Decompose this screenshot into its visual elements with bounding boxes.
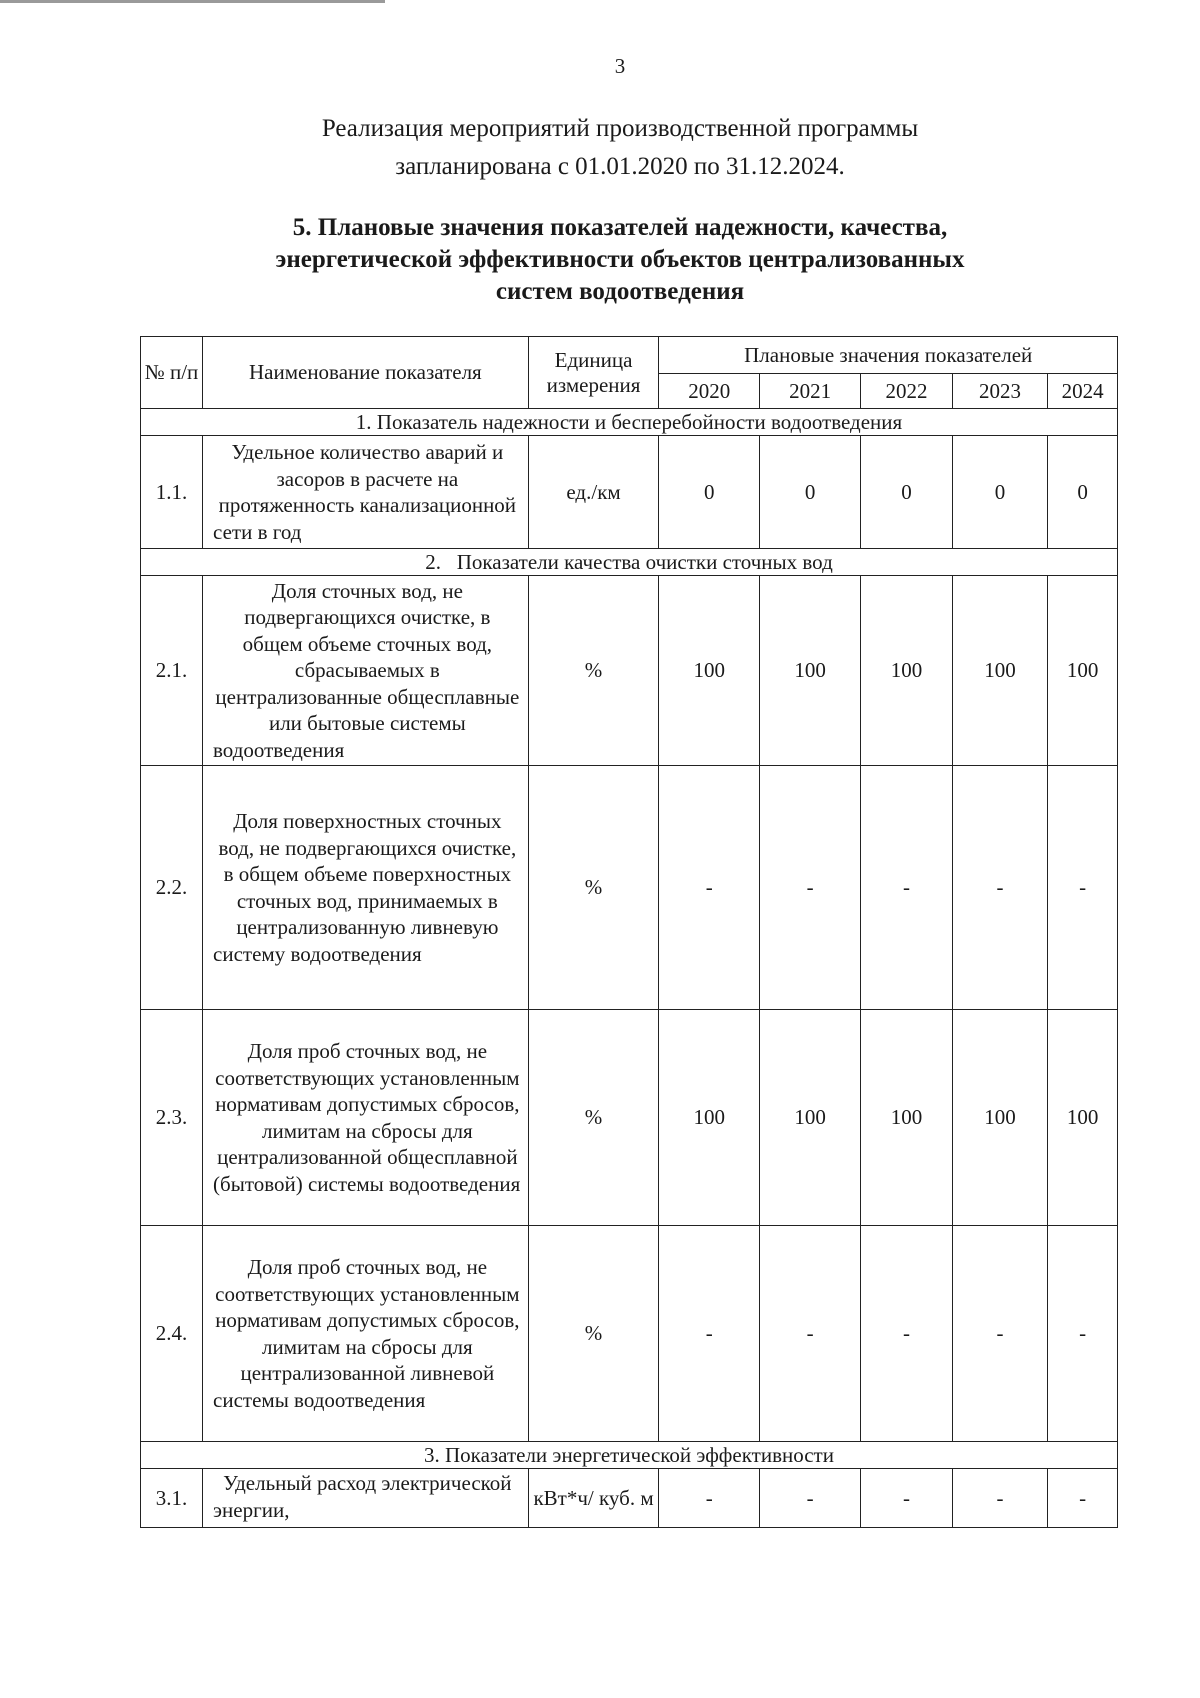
row-value: 100 [860, 1010, 952, 1226]
row-num: 2.1. [141, 576, 203, 766]
row-value: 100 [952, 1010, 1047, 1226]
row-value: 100 [952, 576, 1047, 766]
row-name [203, 1469, 529, 1528]
scan-edge-mark [0, 0, 385, 3]
row-value: - [1048, 1469, 1118, 1528]
table-row [141, 766, 1118, 1010]
row-value: - [952, 1226, 1047, 1442]
row-unit: % [528, 1226, 659, 1442]
row-value: 100 [659, 1010, 760, 1226]
page-number: 3 [614, 54, 626, 78]
row-value: - [952, 766, 1047, 1010]
row-value: 100 [760, 576, 861, 766]
header-num: № п/п [141, 337, 203, 409]
table-row [141, 1469, 1118, 1528]
row-value: - [659, 1469, 760, 1528]
table-row [141, 436, 1118, 549]
row-name: Доля проб сточных вод, не соответствующих установленным нормативам допустимых сбросов, лимитам на сбросы для централизованной ливневой системы водоотведения [203, 1226, 529, 1442]
row-value: - [1048, 766, 1118, 1010]
row-value: 0 [860, 436, 952, 549]
section-heading: 2. Показатели качества очистки сточных вод [141, 549, 1118, 576]
header-year: 2022 [860, 374, 952, 409]
row-value: 100 [1048, 1010, 1118, 1226]
row-value: - [860, 1226, 952, 1442]
table-row [141, 1010, 1118, 1226]
row-value: - [952, 1469, 1047, 1528]
row-unit: % [528, 1010, 659, 1226]
header-unit: Единица измерения [528, 337, 659, 409]
row-name: Удельное количество аварий и засоров в расчете на протяженность канализационной сети в год [203, 436, 529, 549]
row-value: - [760, 1469, 861, 1528]
row-value: - [1048, 1226, 1118, 1442]
header-year: 2024 [1048, 374, 1118, 409]
intro-line: Реализация мероприятий производственной программы [321, 115, 919, 142]
section-heading: 1. Показатель надежности и бесперебойности водоотведения [141, 409, 1118, 436]
section-title-line: систем водоотведения [495, 278, 745, 305]
row-num: 2.2. [141, 766, 203, 1010]
header-name: Наименование показателя [203, 337, 529, 409]
row-value: 100 [1048, 576, 1118, 766]
row-num: 2.4. [141, 1226, 203, 1442]
intro-line: запланирована с 01.01.2020 по 31.12.2024. [395, 153, 845, 180]
row-value: 0 [760, 436, 861, 549]
row-unit: % [528, 576, 659, 766]
section-title-line: энергетической эффективности объектов централизованных [275, 246, 965, 273]
row-value: - [659, 1226, 760, 1442]
header-year: 2021 [760, 374, 861, 409]
table-row [141, 1226, 1118, 1442]
section-title-line: 5. Плановые значения показателей надежности, качества, [292, 214, 948, 241]
row-name: Доля поверхностных сточных вод, не подвергающихся очистке, в общем объеме поверхностных сточных вод, принимаемых в централизованную ливневую систему водоотведения [203, 766, 529, 1010]
header-year: 2020 [659, 374, 760, 409]
row-value: 100 [659, 576, 760, 766]
row-value: 0 [1048, 436, 1118, 549]
table-row [141, 576, 1118, 766]
section-heading: 3. Показатели энергетической эффективности [141, 1442, 1118, 1469]
row-value: 100 [860, 576, 952, 766]
row-name: Доля проб сточных вод, не соответствующих установленным нормативам допустимых сбросов, лимитам на сбросы для централизованной общесплавной (бытовой) системы водоотведения [203, 1010, 529, 1226]
row-unit: % [528, 766, 659, 1010]
row-value: 100 [760, 1010, 861, 1226]
indicators-table [140, 336, 1118, 1528]
row-value: - [760, 766, 861, 1010]
row-unit: ед./км [528, 436, 659, 549]
row-value: - [860, 1469, 952, 1528]
intro-text [0, 110, 1200, 186]
row-num: 1.1. [141, 436, 203, 549]
row-value: - [860, 766, 952, 1010]
row-value: - [760, 1226, 861, 1442]
row-name-text: Удельный расход электрической энергии, [213, 1471, 512, 1522]
row-value: - [659, 766, 760, 1010]
row-num: 3.1. [141, 1469, 203, 1528]
section-title [0, 212, 1200, 308]
row-value: 0 [952, 436, 1047, 549]
header-year: 2023 [952, 374, 1047, 409]
row-unit: кВт*ч/ куб. м [528, 1469, 659, 1528]
row-num: 2.3. [141, 1010, 203, 1226]
row-name: Доля сточных вод, не подвергающихся очистке, в общем объеме сточных вод, сбрасываемых в централизованные общесплавные или бытовые системы водоотведения [203, 576, 529, 766]
row-value: 0 [659, 436, 760, 549]
header-plan: Плановые значения показателей [659, 337, 1118, 374]
